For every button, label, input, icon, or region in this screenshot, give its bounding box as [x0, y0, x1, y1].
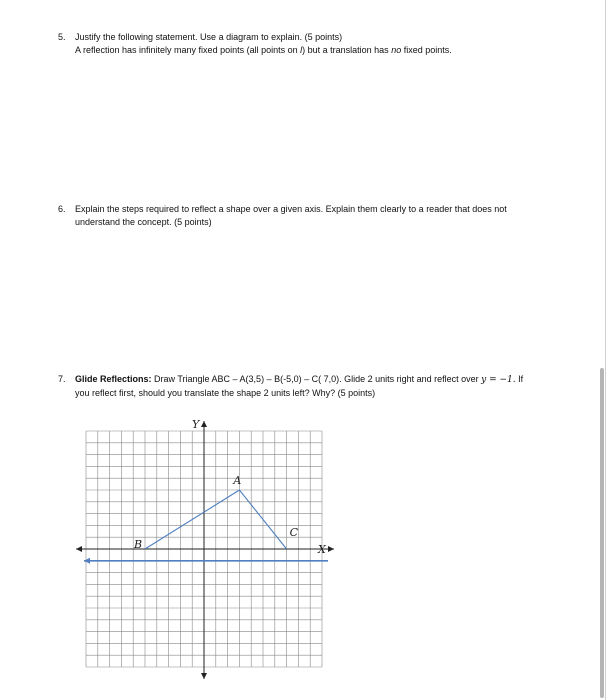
point-label-c: C: [289, 526, 299, 539]
statement-text: fixed points.: [401, 45, 452, 55]
question-statement: [75, 44, 558, 57]
question-number: 7.: [58, 374, 66, 384]
question-prompt-cont: you reflect first, should you translate the shape 2 units left? Why? (5 points): [75, 388, 376, 398]
question-text: If: [515, 374, 524, 384]
equation: y = −1.: [481, 375, 516, 385]
x-axis-arrow-left: [76, 546, 82, 552]
question-5: [58, 31, 558, 57]
point-label-a: A: [233, 474, 242, 487]
y-axis-arrow-up: [201, 421, 207, 427]
y-axis-label: Y: [192, 418, 200, 431]
question-prompt: Justify the following statement. Use a diagram to explain. (5 points): [75, 32, 343, 42]
question-prompt-cont: understand the concept. (5 points): [75, 217, 212, 227]
statement-text: A reflection has infinitely many fixed points (all points on: [75, 45, 301, 55]
statement-l: l: [300, 45, 303, 55]
reflection-line-arrow: [84, 558, 90, 564]
axes: [76, 421, 334, 679]
x-axis-label: X: [318, 543, 326, 556]
y-axis-arrow-down: [201, 673, 207, 679]
question-6: [58, 203, 558, 229]
question-number: 5.: [58, 32, 66, 42]
question-prompt: [75, 373, 578, 387]
statement-no: no: [391, 45, 402, 55]
point-label-b: B: [134, 538, 143, 551]
coordinate-grid: [70, 415, 350, 685]
question-number: 6.: [58, 204, 66, 214]
x-axis-arrow-right: [328, 546, 334, 552]
question-prompt: Explain the steps required to reflect a shape over a given axis. Explain them clearly to a reader that does not: [75, 204, 507, 214]
question-text: Draw Triangle ABC – A(3,5) – B(-5,0) – C( 7,0). Glide 2 units right and reflect over: [151, 374, 482, 384]
question-7: [58, 373, 578, 400]
question-title: Glide Reflections:: [75, 374, 152, 384]
statement-text: ) but a translation has: [302, 45, 392, 55]
vertical-scrollbar[interactable]: [600, 368, 604, 698]
